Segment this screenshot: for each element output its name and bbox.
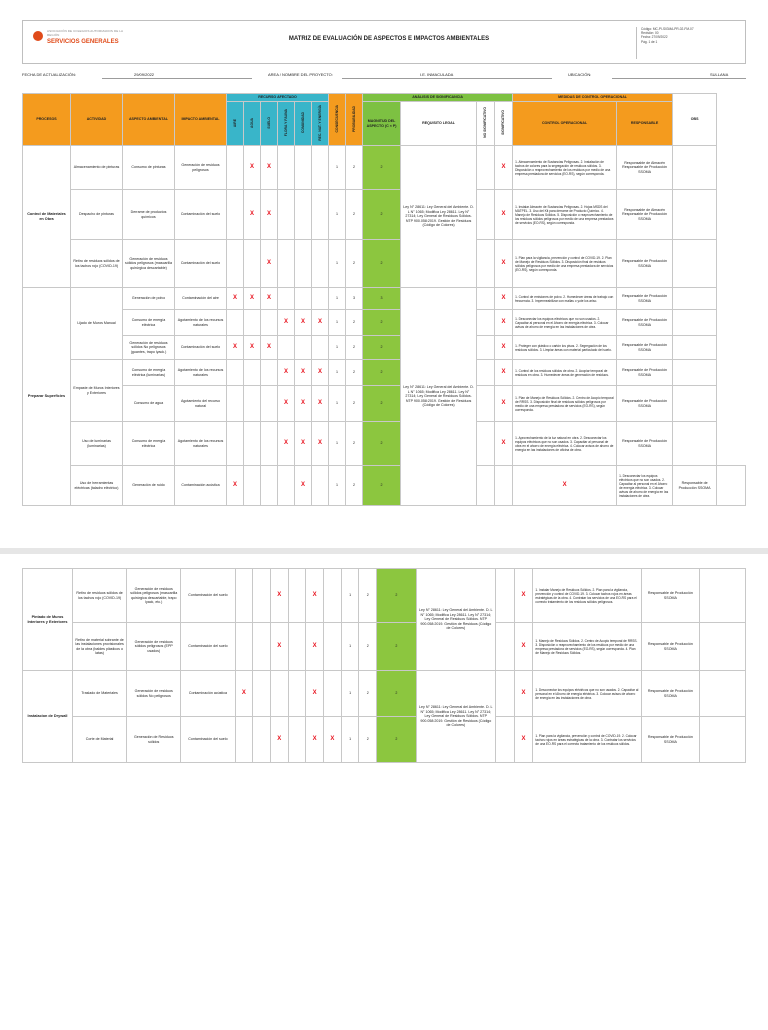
ubicacion-value: SULLANA bbox=[710, 72, 729, 77]
requisito-legal-cell: Ley N° 28611: Ley General del Ambiente. D. L N° 1065; Modifica Ley 28611. Ley N° 27314; Ley General de Residuos Sólidos. NTP 900.058:2019. Gestión de Residuos (Código de Colores) bbox=[416, 569, 495, 671]
probabilidad-cell: 2 bbox=[346, 146, 363, 190]
control-cell: 1. Manejo de Residuos Sólidos. 2. Centro de Acopio temporal de RRSS. 3. Disposición o reaprovechamiento de los residuos por medio de una empresa prestadora de servicios (EO-RS), según corresponda. 4. Plan de Manejo de Residuos Sólidos. bbox=[533, 623, 641, 671]
consecuencia-cell: 1 bbox=[329, 190, 346, 240]
fecha-value: 29/09/2022 bbox=[134, 72, 155, 77]
aspecto-cell: Consumo de energía eléctrica (luminarias) bbox=[123, 360, 175, 386]
area-value: I.E. INMACULADA bbox=[420, 72, 454, 77]
impacto-cell: Agotamiento de los recursos naturales bbox=[175, 360, 227, 386]
table-row: Despacho de pinturas Derrame de productos químicos Contaminación del suelo X X 1 2 2 X 1. Instalar Almacén de Sustancias Peligrosas. 2. Hojas MSDS del MATPEL. 3. Uso del Kit para derrame de Producto Químico. 4. Manejo de Residuos Sólidos. 5. Disposición o reaprovechamiento de los residuos sólidos peligrosos por medio de una empresa prestadora de servicios (EO-RS), según corresponda. Responsable de Almacén Responsable de Producción SSOMA bbox=[23, 190, 746, 240]
proceso-cell: Instalacion de Drywall bbox=[23, 671, 73, 763]
requisito-legal-cell: Ley N° 28611: Ley General del Ambiente. D. L N° 1065; Modifica Ley 28611. Ley N° 27314; Ley General de Residuos Sólidos. NTP 900.058:2019. Gestión de Residuos (Código de Colores) bbox=[401, 288, 477, 506]
aspecto-cell: Generación de residuos sólidos peligrosos (EPP usados) bbox=[127, 623, 181, 671]
ubicacion-label: UBICACIÓN: bbox=[568, 72, 592, 77]
aspecto-cell: Generación de residuos sólidos peligrosos (mascarilla quirúrgica descartable, trapo lyack, etc.) bbox=[127, 569, 181, 623]
logo-line2: SERVICIOS GENERALES bbox=[47, 39, 119, 45]
consecuencia-cell: 1 bbox=[329, 310, 346, 336]
actividad-cell: Retiro de residuos sólidos de los tachos rojo (COVID-19) bbox=[73, 569, 127, 623]
aspecto-cell: Consumo de agua bbox=[123, 386, 175, 422]
responsable-cell: Responsable de Producción SSOMA bbox=[617, 386, 673, 422]
col-control: CONTROL OPERACIONAL bbox=[513, 102, 617, 146]
actividad-cell: Despacho de pinturas bbox=[71, 190, 123, 240]
control-cell: 1. Desconectar los equipos eléctricos que no son usados. 2. Capacitar al personal en el Ahorro de energía eléctrica. 3. Colocar avisos de ahorro de energía en las instalaciones de obra. bbox=[617, 466, 673, 506]
actividad-cell: Corte de Material bbox=[73, 717, 127, 763]
impacto-cell: Contaminación del suelo bbox=[181, 717, 235, 763]
control-cell: 1. Desconectar los equipos eléctricos que no son usados. 2. Capacitar al personal en el Ahorro de energía eléctrica. 3. Colocar avisos de ahorro de energía en las instalaciones de obra. bbox=[513, 310, 617, 336]
consecuencia-cell: 1 bbox=[329, 422, 346, 466]
probabilidad-cell: 2 bbox=[346, 360, 363, 386]
responsable-cell: Responsable de Producción SSOMA bbox=[617, 310, 673, 336]
consecuencia-cell: 1 bbox=[329, 288, 346, 310]
magnitud-cell: 2 bbox=[363, 336, 401, 360]
col-comunidad: COMUNIDAD bbox=[300, 112, 305, 134]
impacto-cell: Generación de residuos peligrosos bbox=[175, 146, 227, 190]
magnitud-cell: 2 bbox=[363, 240, 401, 288]
proceso-cell: Pintado de Muros Interiores y Exteriores bbox=[23, 569, 73, 671]
table-row: Preparar Superficies Lijado de Muros Manual Generación de polvo Contaminación del aire X X X 1 3 3 Ley N° 28611: Ley General del Ambiente. D. L N° 1065; Modifica Ley 28611. Ley N° 27314; Ley General de Residuos Sólidos. NTP 900.058:2019. Gestión de Residuos (Código de Colores) X 1. Control de emisiones de polvo. 2. Humedecer áreas de trabajo con frecuencia. 3. Impermeabilizar con mallas o yute los ariso. Responsable de Producción SSOMA bbox=[23, 288, 746, 310]
matrix-table-1 bbox=[22, 93, 746, 506]
actividad-cell: Retiro de material sobrante de las instalaciones provisionales de la obra (baldes plásticos o latas) bbox=[73, 623, 127, 671]
control-cell: 1. Instalar Almacén de Sustancias Peligrosas. 2. Hojas MSDS del MATPEL. 3. Uso del Kit para derrame de Producto Químico. 4. Manejo de Residuos Sólidos. 5. Disposición o reaprovechamiento de los residuos sólidos peligrosos por medio de una empresa prestadora de servicios (EO-RS), según corresponda. bbox=[513, 190, 617, 240]
document-header bbox=[22, 20, 746, 64]
actividad-cell: Uso de luminarias (luminarias) bbox=[71, 422, 123, 466]
probabilidad-cell: 2 bbox=[346, 422, 363, 466]
document-code-block bbox=[636, 27, 741, 59]
table-row: Generación de residuos sólidos No peligrosos (guantes, trapo lyack.) Contaminación del suelo X X X 1 2 2 X 1. Proteger con plástico o cartón los pisos. 2. Segregación de los residuos sólidos. 3. Limpiar áreas con material particulado del suelo. Responsable de Producción SSOMA bbox=[23, 336, 746, 360]
doc-fecha: Fecha: 27/09/2022 bbox=[641, 35, 668, 40]
impacto-cell: Contaminación acústica bbox=[175, 466, 227, 506]
requisito-legal-cell: Ley N° 28611: Ley General del Ambiente. D. L N° 1065; Modifica Ley 28611. Ley N° 27314; Ley General de Residuos Sólidos. NTP 900.058:2019. Gestión de Residuos (Código de Colores) bbox=[401, 146, 477, 288]
consecuencia-cell: 1 bbox=[329, 146, 346, 190]
col-consecuencia: CONSECUENCIA bbox=[334, 105, 339, 133]
proceso-cell: Preparar Superficies bbox=[23, 288, 71, 506]
actividad-cell: Lijado de Muros Manual bbox=[71, 288, 123, 360]
magnitud-cell: 2 bbox=[363, 466, 401, 506]
control-cell: 1. Almacenamiento de Sustancias Peligrosas. 2. Instalación de tachos de colores para la segregación de residuos sólidos. 3. Disposición o reaprovechamiento de los residuos por medio de una empresa prestadora de servicios (EO-RS), según corresponda. bbox=[513, 146, 617, 190]
table-row: Uso de luminarias (luminarias) Consumo de energía eléctrica Agotamiento de los recursos naturales X X X 1 2 2 X 1. Aprovechamiento de la luz natural en obra. 2. Desconectar los equipos eléctricos que no son usados. 3. Capacitar al personal de obra en el ahorro de energía eléctrica. 4. Colocar avisos de ahorro de energía en las instalaciones de oficina de obra. Responsable de Producción SSOMA bbox=[23, 422, 746, 466]
control-cell: 1. Plan para la vigilancia, prevención y control de COVID-19. 2. Plan de Manejo de Residuos Sólidos. 3. Disposición final de residuos sólidos peligrosos por medio de una empresa prestadora de servicios (EO-RS), según corresponda. bbox=[513, 240, 617, 288]
meta-row bbox=[22, 70, 746, 80]
magnitud-cell: 3 bbox=[363, 288, 401, 310]
col-obs: OBS bbox=[673, 94, 717, 146]
probabilidad-cell: 2 bbox=[359, 671, 377, 717]
control-cell: 1. Plan para la vigilancia, prevención y control de COVID-19. 2. Colocar tachos rojos en áreas estratégicas de la obra. 3. Contratar los servicios de una EO-RS para el correcto tratamiento de los residuos sólidos. bbox=[533, 717, 641, 763]
proceso-cell: Control de Materiales en Obra bbox=[23, 146, 71, 288]
aspecto-cell: Consumo de energía eléctrica bbox=[123, 310, 175, 336]
impacto-cell: Contaminación acústica bbox=[181, 671, 235, 717]
probabilidad-cell: 2 bbox=[346, 386, 363, 422]
responsable-cell: Responsable de Almacén Responsable de Producción SSOMA bbox=[617, 146, 673, 190]
consecuencia-cell: 1 bbox=[341, 569, 359, 623]
col-sig: SIGNIFICATIVO bbox=[501, 110, 506, 136]
aspecto-cell: Generación de residuos sólidos No peligrosos (guantes, trapo lyack.) bbox=[123, 336, 175, 360]
magnitud-cell: 2 bbox=[363, 360, 401, 386]
col-impacto: IMPACTO AMBIENTAL bbox=[175, 94, 227, 146]
responsable-cell: Responsable de Producción SSOMA bbox=[617, 240, 673, 288]
probabilidad-cell: 2 bbox=[346, 310, 363, 336]
control-cell: 1. Control de emisiones de polvo. 2. Humedecer áreas de trabajo con frecuencia. 3. Impermeabilizar con mallas o yute los ariso. bbox=[513, 288, 617, 310]
control-cell: 1. Desconectar los equipos eléctricos que no son usados. 2. Capacitar al personal en el Ahorro de energía eléctrica. 3. Colocar avisos de ahorro de energía en las instalaciones de obra. bbox=[533, 671, 641, 717]
actividad-cell: Empaste de Muros Interiores y Exteriores bbox=[71, 360, 123, 422]
table-row: Control de Materiales en Obra Almacenamiento de pinturas Consumo de pinturas Generación de residuos peligrosos X X 1 2 2 Ley N° 28611: Ley General del Ambiente. D. L N° 1065; Modifica Ley 28611. Ley N° 27314; Ley General de Residuos Sólidos. NTP 900.058:2019. Gestión de Residuos (Código de Colores) X 1. Almacenamiento de Sustancias Peligrosas. 2. Instalación de tachos de colores para la segregación de residuos sólidos. 3. Disposición o reaprovechamiento de los residuos por medio de una empresa prestadora de servicios (EO-RS), según corresponda. Responsable de Almacén Responsable de Producción SSOMA bbox=[23, 146, 746, 190]
responsable-cell: Responsable de Producción SSOMA bbox=[641, 671, 699, 717]
aspecto-cell: Generación de Residuos sólidos bbox=[127, 717, 181, 763]
impacto-cell: Contaminación del suelo bbox=[175, 240, 227, 288]
requisito-legal-cell: Ley N° 28611: Ley General del Ambiente. D. L N° 1065; Modifica Ley 28611. Ley N° 27314; Ley General de Residuos Sólidos. NTP 900.058:2019. Gestión de Residuos (Código de Colores) bbox=[416, 671, 495, 763]
table-row: Consumo de agua Agotamiento del recurso natural X X X 1 2 2 X 1. Plan de Manejo de Residuos Sólidos. 2. Centro de Acopio temporal de RRSS. 3. Disposición final de residuos sólidos peligrosos por medio de una empresa prestadora de servicios (EO-RS), según corresponda. Responsable de Producción SSOMA bbox=[23, 386, 746, 422]
fecha-label: FECHA DE ACTUALIZACIÓN: bbox=[22, 72, 77, 77]
table-row: Retiro de material sobrante de las instalaciones provisionales de la obra (baldes plásticos o latas) Generación de residuos sólidos peligrosos (EPP usados) Contaminación del suelo X X 1 2 2 X 1. Manejo de Residuos Sólidos. 2. Centro de Acopio temporal de RRSS. 3. Disposición o reaprovechamiento de los residuos por medio de una empresa prestadora de servicios (EO-RS), según corresponda. 4. Plan de Manejo de Residuos Sólidos. Responsable de Producción SSOMA bbox=[23, 623, 746, 671]
consecuencia-cell: 1 bbox=[329, 466, 346, 506]
responsable-cell: Responsable de Producción SSOMA bbox=[617, 336, 673, 360]
company-logo bbox=[33, 27, 128, 59]
col-responsable: RESPONSABLE bbox=[617, 102, 673, 146]
impacto-cell: Contaminación del suelo bbox=[175, 190, 227, 240]
col-probabilidad: PROBABILIDAD bbox=[351, 105, 356, 132]
impacto-cell: Contaminación del aire bbox=[175, 288, 227, 310]
control-cell: 1. Plan de Manejo de Residuos Sólidos. 2. Centro de Acopio temporal de RRSS. 3. Disposición final de residuos sólidos peligrosos por medio de una empresa prestadora de servicios (EO-RS), según corresponda. bbox=[513, 386, 617, 422]
responsable-cell: Responsable de Producción SSOMA bbox=[617, 422, 673, 466]
aspecto-cell: Derrame de productos químicos bbox=[123, 190, 175, 240]
table-row: Instalacion de Drywall Traslado de Materiales Generación de residuos sólidos No peligrosos Contaminación acústica X X 1 2 2 Ley N° 28611: Ley General del Ambiente. D. L N° 1065; Modifica Ley 28611. Ley N° 27314; Ley General de Residuos Sólidos. NTP 900.058:2019. Gestión de Residuos (Código de Colores) X 1. Desconectar los equipos eléctricos que no son usados. 2. Capacitar al personal en el Ahorro de energía eléctrica. 3. Colocar avisos de ahorro de energía en las instalaciones de obra. Responsable de Producción SSOMA bbox=[23, 671, 746, 717]
probabilidad-cell: 2 bbox=[359, 623, 377, 671]
col-actividad: ACTIVIDAD bbox=[71, 94, 123, 146]
control-cell: 1. Aprovechamiento de la luz natural en obra. 2. Desconectar los equipos eléctricos que no son usados. 3. Capacitar al personal de obra en el ahorro de energía eléctrica. 4. Colocar avisos de ahorro de energía en las instalaciones de oficina de obra. bbox=[513, 422, 617, 466]
impacto-cell: Agotamiento del recurso natural bbox=[175, 386, 227, 422]
aspecto-cell: Consumo de pinturas bbox=[123, 146, 175, 190]
col-medidas: MEDIDAS DE CONTROL OPERACIONAL bbox=[513, 94, 673, 102]
actividad-cell: Traslado de Materiales bbox=[73, 671, 127, 717]
aspecto-cell: Generación de residuos sólidos No peligrosos bbox=[127, 671, 181, 717]
control-cell: 1. Control de los residuos sólidos de obra. 2. Acopiar temporal de residuos en obra. 3. Humedecer áreas de generación de residuos. bbox=[513, 360, 617, 386]
probabilidad-cell: 2 bbox=[346, 466, 363, 506]
col-rec-nat: REC. NAT. Y ENERGÍA bbox=[317, 104, 322, 141]
responsable-cell: Responsable de Producción SSOMA bbox=[617, 288, 673, 310]
responsable-cell: Responsable de Producción SSOMA bbox=[641, 569, 699, 623]
magnitud-cell: 2 bbox=[377, 717, 417, 763]
consecuencia-cell: 1 bbox=[329, 386, 346, 422]
area-label: AREA / NOMBRE DEL PROYECTO: bbox=[268, 72, 333, 77]
col-analisis: ANÁLISIS DE SIGNIFICANCIA bbox=[363, 94, 513, 102]
col-aspecto: ASPECTO AMBIENTAL bbox=[123, 94, 175, 146]
consecuencia-cell: 1 bbox=[341, 623, 359, 671]
responsable-cell: Responsable de Producción SSOMA bbox=[673, 466, 717, 506]
table-row: Empaste de Muros Interiores y Exteriores Consumo de energía eléctrica (luminarias) Agotamiento de los recursos naturales X X X 1 2 2 X 1. Control de los residuos sólidos de obra. 2. Acopiar temporal de residuos en obra. 3. Humedecer áreas de generación de residuos. Responsable de Producción SSOMA bbox=[23, 360, 746, 386]
magnitud-cell: 2 bbox=[377, 569, 417, 623]
col-requisito: REQUISITO LEGAL bbox=[401, 102, 477, 146]
impacto-cell: Contaminación del suelo bbox=[181, 623, 235, 671]
magnitud-cell: 2 bbox=[363, 146, 401, 190]
consecuencia-cell: 1 bbox=[329, 240, 346, 288]
doc-code: Código: MC-PI-SIGMA-PR-02-FM-07 bbox=[641, 27, 694, 31]
actividad-cell: Uso de herramientas eléctricas (taladro eléctrico) bbox=[71, 466, 123, 506]
table-row: Retiro de residuos sólidos de los tachos rojo (COVID-19) Generación de residuos sólidos peligrosos (mascarilla quirúrgica descartable) Contaminación del suelo X 1 2 2 X 1. Plan para la vigilancia, prevención y control de COVID-19. 2. Plan de Manejo de Residuos Sólidos. 3. Disposición final de residuos sólidos peligrosos por medio de una empresa prestadora de servicios (EO-RS), según corresponda. Responsable de Producción SSOMA bbox=[23, 240, 746, 288]
consecuencia-cell: 1 bbox=[341, 717, 359, 763]
responsable-cell: Responsable de Producción SSOMA bbox=[641, 623, 699, 671]
doc-pagina: Pág. 1 de 1 bbox=[641, 39, 658, 44]
probabilidad-cell: 2 bbox=[359, 569, 377, 623]
col-procesos: PROCESOS bbox=[23, 94, 71, 146]
magnitud-cell: 2 bbox=[363, 386, 401, 422]
aspecto-cell: Generación de residuos sólidos peligrosos (mascarilla quirúrgica descartable) bbox=[123, 240, 175, 288]
col-suelo: SUELO bbox=[266, 116, 271, 129]
impacto-cell: Contaminación del suelo bbox=[181, 569, 235, 623]
table-row: Uso de herramientas eléctricas (taladro eléctrico) Generación de ruido Contaminación acústica X X 1 2 2 X 1. Desconectar los equipos eléctricos que no son usados. 2. Capacitar al personal en el Ahorro de energía eléctrica. 3. Colocar avisos de ahorro de energía en las instalaciones de obra. Responsable de Producción SSOMA bbox=[23, 466, 746, 506]
impacto-cell: Contaminación del suelo bbox=[175, 336, 227, 360]
table-row: Corte de Material Generación de Residuos sólidos Contaminación del suelo X X X 1 2 2 X 1. Plan para la vigilancia, prevención y control de COVID-19. 2. Colocar tachos rojos en áreas estratégicas de la obra. 3. Contratar los servicios de una EO-RS para el correcto tratamiento de los residuos sólidos. Responsable de Producción SSOMA bbox=[23, 717, 746, 763]
document-title: MATRIZ DE EVALUACIÓN DE ASPECTOS E IMPACTOS AMBIENTALES bbox=[288, 36, 490, 42]
magnitud-cell: 2 bbox=[363, 310, 401, 336]
responsable-cell: Responsable de Producción SSOMA bbox=[617, 360, 673, 386]
magnitud-cell: 2 bbox=[363, 422, 401, 466]
document-page-2 bbox=[0, 548, 768, 1030]
control-cell: 1. Instalar Manejo de Residuos Sólidos. 2. Plan para la vigilancia, prevención y control de COVID-19. 3. Colocar tachos rojos en áreas estratégicas de la obra. 4. Contratar los servicios de una EO-RS para el correcto tratamiento de los residuos sólidos peligrosos. bbox=[533, 569, 641, 623]
control-cell: 1. Proteger con plástico o cartón los pisos. 2. Segregación de los residuos sólidos. 3. Limpiar áreas con material particulado del suelo. bbox=[513, 336, 617, 360]
col-flora: FLORA Y FAUNA bbox=[283, 109, 288, 137]
probabilidad-cell: 2 bbox=[359, 717, 377, 763]
probabilidad-cell: 2 bbox=[346, 240, 363, 288]
doc-revision: Revisión: 00 bbox=[641, 31, 659, 36]
table-row: Pintado de Muros Interiores y Exteriores Retiro de residuos sólidos de los tachos rojo (COVID-19) Generación de residuos sólidos peligrosos (mascarilla quirúrgica descartable, trapo lyack, etc.) Contaminación del suelo X X 1 2 2 Ley N° 28611: Ley General del Ambiente. D. L N° 1065; Modifica Ley 28611. Ley N° 27314; Ley General de Residuos Sólidos. NTP 900.058:2019. Gestión de Residuos (Código de Colores) X 1. Instalar Manejo de Residuos Sólidos. 2. Plan para la vigilancia, prevención y control de COVID-19. 3. Colocar tachos rojos en áreas estratégicas de la obra. 4. Contratar los servicios de una EO-RS para el correcto tratamiento de los residuos sólidos peligrosos. Responsable de Producción SSOMA bbox=[23, 569, 746, 623]
col-agua: AGUA bbox=[249, 117, 254, 128]
probabilidad-cell: 3 bbox=[346, 288, 363, 310]
magnitud-cell: 2 bbox=[377, 671, 417, 717]
actividad-cell: Almacenamiento de pinturas bbox=[71, 146, 123, 190]
aspecto-cell: Consumo de energía eléctrica bbox=[123, 422, 175, 466]
aspecto-cell: Generación de ruido bbox=[123, 466, 175, 506]
matrix-table-2 bbox=[22, 568, 746, 763]
col-aire: AIRE bbox=[232, 118, 237, 127]
magnitud-cell: 2 bbox=[377, 623, 417, 671]
responsable-cell: Responsable de Producción SSOMA bbox=[641, 717, 699, 763]
consecuencia-cell: 1 bbox=[329, 360, 346, 386]
consecuencia-cell: 1 bbox=[329, 336, 346, 360]
logo-line1: ASOCIACIÓN DE COLEGIOS AUTORIZADOS DE LA REGIÓN bbox=[47, 29, 123, 37]
probabilidad-cell: 2 bbox=[346, 336, 363, 360]
consecuencia-cell: 1 bbox=[341, 671, 359, 717]
actividad-cell: Retiro de residuos sólidos de los tachos rojo (COVID-19) bbox=[71, 240, 123, 288]
impacto-cell: Agotamiento de los recursos naturales bbox=[175, 310, 227, 336]
impacto-cell: Agotamiento de los recursos naturales bbox=[175, 422, 227, 466]
col-recurso: RECURSO AFECTADO bbox=[227, 94, 329, 102]
col-no-sig: NO SIGNIFICATIVO bbox=[483, 107, 488, 139]
magnitud-cell: 2 bbox=[363, 190, 401, 240]
probabilidad-cell: 2 bbox=[346, 190, 363, 240]
aspecto-cell: Generación de polvo bbox=[123, 288, 175, 310]
responsable-cell: Responsable de Almacén Responsable de Producción SSOMA bbox=[617, 190, 673, 240]
table-row: Consumo de energía eléctrica Agotamiento de los recursos naturales X X X 1 2 2 X 1. Desconectar los equipos eléctricos que no son usados. 2. Capacitar al personal en el Ahorro de energía eléctrica. 3. Colocar avisos de ahorro de energía en las instalaciones de obra. Responsable de Producción SSOMA bbox=[23, 310, 746, 336]
logo-mark-icon bbox=[33, 31, 43, 41]
col-magnitud: MAGNITUD DEL ASPECTO (C × P) bbox=[363, 102, 401, 146]
